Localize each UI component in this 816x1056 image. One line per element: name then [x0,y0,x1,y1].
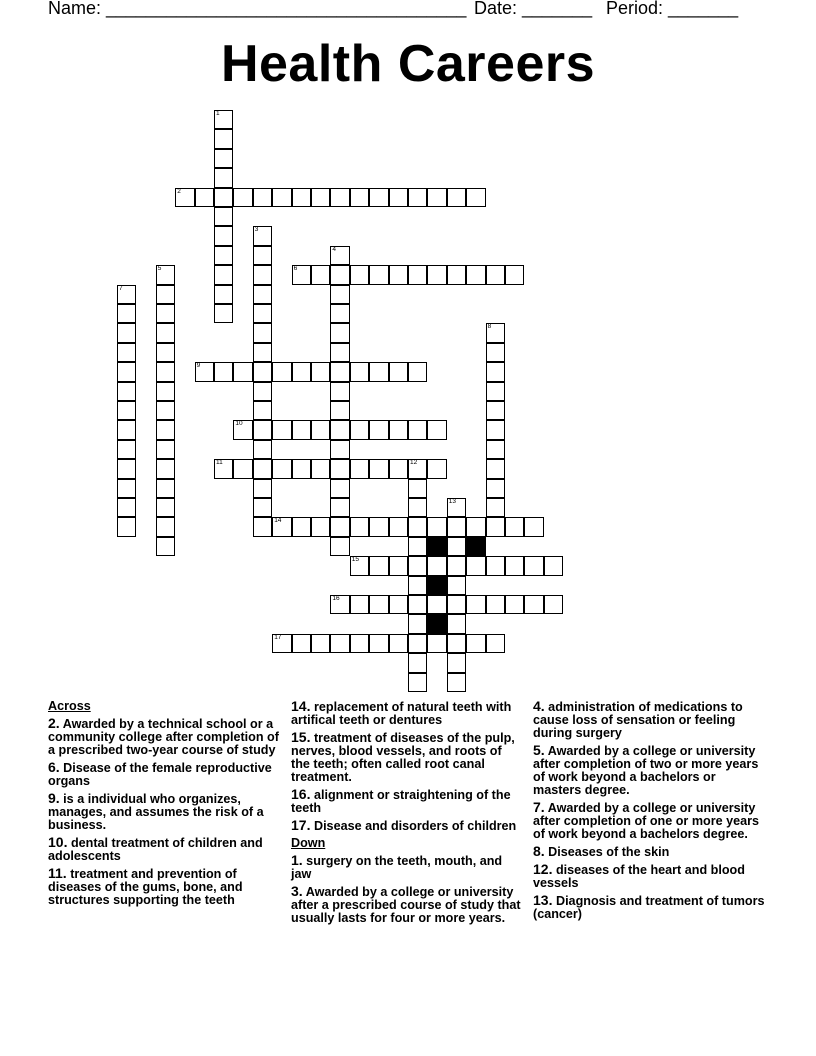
crossword-cell[interactable] [292,362,311,381]
clue-number: 6. [48,759,60,775]
crossword-cell[interactable] [486,265,505,284]
crossword-cell[interactable] [427,517,446,536]
crossword-cell[interactable] [214,188,233,207]
crossword-cell[interactable] [117,498,136,517]
crossword-cell[interactable] [292,420,311,439]
crossword-cell[interactable] [389,556,408,575]
crossword-cell[interactable] [156,382,175,401]
crossword-cell[interactable] [195,362,214,381]
clue-number: 11. [48,865,67,881]
crossword-cell[interactable] [350,420,369,439]
crossword-cell[interactable] [447,498,466,517]
crossword-cell[interactable] [427,634,446,653]
crossword-cell[interactable] [486,323,505,342]
crossword-cell[interactable] [408,188,427,207]
crossword-cell[interactable] [330,343,349,362]
crossword-cell[interactable] [486,595,505,614]
crossword-cell[interactable] [253,323,272,342]
crossword-cell[interactable] [292,517,311,536]
crossword-cell[interactable] [466,265,485,284]
crossword-cell[interactable] [214,246,233,265]
clue-number: 5. [533,742,545,758]
clue-number: 7. [533,799,545,815]
crossword-cell[interactable] [408,479,427,498]
clue-section-heading: Across [48,699,91,713]
crossword-cell[interactable] [253,459,272,478]
crossword-block [427,537,446,556]
crossword-cell[interactable] [330,459,349,478]
crossword-cell[interactable] [427,188,446,207]
clue-item [533,845,765,859]
cell-number: 4 [332,245,337,253]
crossword-cell[interactable] [389,362,408,381]
crossword-cell[interactable] [233,420,252,439]
crossword-cell[interactable] [427,595,446,614]
crossword-cell[interactable] [505,265,524,284]
crossword-cell[interactable] [486,517,505,536]
cell-number: 1 [216,110,220,117]
crossword-cell[interactable] [330,498,349,517]
crossword-cell[interactable] [486,634,505,653]
crossword-cell[interactable] [486,362,505,381]
crossword-cell[interactable] [253,343,272,362]
clue-number: 13. [533,892,553,908]
crossword-cell[interactable] [156,401,175,420]
clue-text: diseases of the heart and blood vessels [533,863,745,890]
crossword-cell[interactable] [233,362,252,381]
cell-number: 16 [332,595,340,602]
crossword-cell[interactable] [330,401,349,420]
cell-number: 17 [274,633,282,641]
clue-item [48,761,284,788]
clue-column-1 [48,700,284,911]
crossword-cell[interactable] [253,265,272,284]
crossword-cell[interactable] [156,479,175,498]
crossword-cell[interactable] [311,420,330,439]
crossword-cell[interactable] [214,207,233,226]
crossword-cell[interactable] [369,420,388,439]
crossword-cell[interactable] [156,498,175,517]
crossword-cell[interactable] [330,634,349,653]
crossword-cell[interactable] [505,517,524,536]
clue-number: 2. [48,715,60,731]
crossword-cell[interactable] [272,634,291,653]
cell-number: 10 [235,420,243,428]
crossword-cell[interactable] [369,517,388,536]
crossword-cell[interactable] [214,304,233,323]
crossword-cell[interactable] [369,634,388,653]
crossword-cell[interactable] [408,673,427,692]
cell-number: 6 [293,265,298,273]
clue-number: 9. [48,790,60,806]
crossword-cell[interactable] [214,459,233,478]
crossword-cell[interactable] [408,614,427,633]
clue-text: Disease and disorders of children [310,819,517,833]
clue-text: surgery on the teeth, mouth, and jaw [291,854,503,881]
crossword-cell[interactable] [253,188,272,207]
clue-text: Awarded by a college or university after completion of two or more years of work beyond a bachelors or masters degree. [533,744,759,797]
crossword-cell[interactable] [408,556,427,575]
crossword-cell[interactable] [311,459,330,478]
cell-number: 9 [196,362,201,370]
crossword-cell[interactable] [330,362,349,381]
cell-number: 8 [487,323,492,331]
cell-number: 3 [254,226,259,234]
crossword-cell[interactable] [292,265,311,284]
crossword-cell[interactable] [117,459,136,478]
clue-item [291,854,523,881]
crossword-cell[interactable] [156,440,175,459]
crossword-cell[interactable] [292,634,311,653]
crossword-cell[interactable] [214,226,233,245]
crossword-block [466,537,485,556]
clue-text: replacement of natural teeth with artifical teeth or dentures [291,700,512,727]
crossword-cell[interactable] [214,110,233,129]
crossword-cell[interactable] [389,634,408,653]
crossword-cell[interactable] [350,556,369,575]
crossword-cell[interactable] [330,265,349,284]
crossword-cell[interactable] [408,517,427,536]
cell-number: 12 [410,459,418,467]
crossword-cell[interactable] [330,285,349,304]
crossword-cell[interactable] [350,362,369,381]
crossword-cell[interactable] [195,188,214,207]
crossword-cell[interactable] [486,556,505,575]
crossword-cell[interactable] [330,323,349,342]
crossword-cell[interactable] [330,382,349,401]
crossword-cell[interactable] [369,265,388,284]
crossword-cell[interactable] [272,420,291,439]
crossword-cell[interactable] [466,188,485,207]
crossword-cell[interactable] [253,479,272,498]
crossword-cell[interactable] [408,265,427,284]
crossword-cell[interactable] [117,401,136,420]
crossword-cell[interactable] [292,188,311,207]
crossword-cell[interactable] [369,188,388,207]
clue-item [533,700,765,740]
crossword-cell[interactable] [117,382,136,401]
clue-text: treatment of diseases of the pulp, nerves, blood vessels, and roots of the teeth; often called root canal treatment. [291,731,515,784]
crossword-cell[interactable] [253,440,272,459]
crossword-cell[interactable] [117,323,136,342]
crossword-cell[interactable] [330,304,349,323]
crossword-cell[interactable] [156,362,175,381]
crossword-cell[interactable] [486,479,505,498]
clue-item [291,885,523,925]
crossword-cell[interactable] [447,673,466,692]
clue-column-3 [533,700,765,925]
clue-text: is a individual who organizes, manages, and assumes the risk of a business. [48,792,264,832]
crossword-cell[interactable] [117,362,136,381]
page-title: Health Careers [220,35,596,93]
crossword-cell[interactable] [233,459,252,478]
crossword-cell[interactable] [311,634,330,653]
crossword-cell[interactable] [117,343,136,362]
date-field[interactable]: Date: _______ [474,0,593,18]
crossword-cell[interactable] [524,595,543,614]
crossword-cell[interactable] [311,517,330,536]
crossword-cell[interactable] [156,420,175,439]
crossword-cell[interactable] [544,556,563,575]
crossword-cell[interactable] [466,517,485,536]
clue-section-heading: Down [291,836,326,850]
crossword-cell[interactable] [447,556,466,575]
crossword-cell[interactable] [447,614,466,633]
crossword-cell[interactable] [214,265,233,284]
crossword-cell[interactable] [350,188,369,207]
cell-number: 7 [119,284,123,292]
cell-number: 13 [448,498,457,505]
crossword-cell[interactable] [253,226,272,245]
crossword-cell[interactable] [408,459,427,478]
crossword-cell[interactable] [447,576,466,595]
crossword-cell[interactable] [486,459,505,478]
crossword-cell[interactable] [447,653,466,672]
crossword-cell[interactable] [253,382,272,401]
crossword-cell[interactable] [447,595,466,614]
crossword-cell[interactable] [156,517,175,536]
crossword-cell[interactable] [505,556,524,575]
crossword-cell[interactable] [175,188,194,207]
clue-number: 17. [291,817,311,833]
cell-number: 15 [351,556,360,564]
crossword-cell[interactable] [408,576,427,595]
clue-item [291,731,523,784]
clue-text: administration of medications to cause loss of sensation or feeling during surgery [533,700,743,740]
clue-text: Awarded by a technical school or a community college after completion of a prescribed two-year course of study [48,717,279,757]
crossword-cell[interactable] [447,537,466,556]
name-field[interactable]: Name: ____________________________________ [48,0,467,18]
crossword-cell[interactable] [486,440,505,459]
crossword-cell[interactable] [214,168,233,187]
crossword-cell[interactable] [214,285,233,304]
crossword-cell[interactable] [427,265,446,284]
crossword-cell[interactable] [253,498,272,517]
crossword-cell[interactable] [253,517,272,536]
clue-text: Awarded by a college or university after completion of one or more years of work beyond a bachelors degree. [533,801,760,841]
crossword-cell[interactable] [311,362,330,381]
crossword-cell[interactable] [330,595,349,614]
crossword-cell[interactable] [369,459,388,478]
crossword-cell[interactable] [292,459,311,478]
clue-text: Awarded by a college or university after a prescribed course of study that usually lasts for four or more years. [291,885,521,925]
crossword-cell[interactable] [156,343,175,362]
crossword-cell[interactable] [466,634,485,653]
crossword-cell[interactable] [505,595,524,614]
clue-text: Diseases of the skin [544,845,670,859]
crossword-cell[interactable] [117,440,136,459]
clue-text: alignment or straightening of the teeth [291,788,511,815]
crossword-cell[interactable] [311,188,330,207]
crossword-cell[interactable] [156,537,175,556]
clue-item [48,792,284,832]
crossword-cell[interactable] [253,420,272,439]
crossword-cell[interactable] [389,517,408,536]
crossword-cell[interactable] [330,188,349,207]
crossword-cell[interactable] [117,285,136,304]
crossword-cell[interactable] [466,595,485,614]
clue-text: treatment and prevention of diseases of the gums, bone, and structures supporting the teeth [48,867,243,907]
crossword-cell[interactable] [330,517,349,536]
clue-text: Diagnosis and treatment of tumors (cancer) [533,894,765,921]
crossword-cell[interactable] [427,459,446,478]
crossword-cell[interactable] [253,246,272,265]
crossword-cell[interactable] [272,459,291,478]
crossword-cell[interactable] [253,362,272,381]
crossword-cell[interactable] [350,595,369,614]
clue-item [533,894,765,921]
clue-text: Disease of the female reproductive organs [48,761,272,788]
crossword-cell[interactable] [117,420,136,439]
clue-column-2 [291,700,523,929]
crossword-cell[interactable] [486,420,505,439]
crossword-cell[interactable] [272,188,291,207]
crossword-cell[interactable] [544,595,563,614]
crossword-cell[interactable] [330,479,349,498]
crossword-cell[interactable] [214,129,233,148]
clue-item [48,717,284,757]
crossword-cell[interactable] [447,265,466,284]
clue-item [48,867,284,907]
crossword-cell[interactable] [214,149,233,168]
crossword-cell[interactable] [117,479,136,498]
crossword-cell[interactable] [447,634,466,653]
crossword-cell[interactable] [311,265,330,284]
crossword-cell[interactable] [156,304,175,323]
cell-number: 11 [216,459,223,467]
crossword-cell[interactable] [389,420,408,439]
crossword-cell[interactable] [156,285,175,304]
crossword-cell[interactable] [330,440,349,459]
crossword-block [427,576,446,595]
crossword-cell[interactable] [272,362,291,381]
clue-number: 12. [533,861,553,877]
crossword-cell[interactable] [350,634,369,653]
clue-item [533,744,765,797]
crossword-cell[interactable] [408,420,427,439]
crossword-cell[interactable] [466,556,485,575]
crossword-cell[interactable] [350,459,369,478]
crossword-cell[interactable] [389,459,408,478]
clue-item [533,801,765,841]
crossword-cell[interactable] [330,246,349,265]
clue-number: 1. [291,852,303,868]
crossword-cell[interactable] [156,323,175,342]
crossword-cell[interactable] [330,537,349,556]
clue-item [291,819,523,833]
crossword-cell[interactable] [389,595,408,614]
crossword-cell[interactable] [117,304,136,323]
cell-number: 14 [274,517,282,525]
crossword-cell[interactable] [408,362,427,381]
crossword-cell[interactable] [156,265,175,284]
cell-number: 5 [157,265,162,273]
crossword-cell[interactable] [389,188,408,207]
crossword-cell[interactable] [389,265,408,284]
crossword-cell[interactable] [408,634,427,653]
crossword-cell[interactable] [214,362,233,381]
crossword-cell[interactable] [369,595,388,614]
crossword-cell[interactable] [486,401,505,420]
clue-number: 10. [48,834,68,850]
crossword-cell[interactable] [486,498,505,517]
crossword-cell[interactable] [524,556,543,575]
clue-text: dental treatment of children and adolescents [48,836,263,863]
crossword-cell[interactable] [427,420,446,439]
clue-item [291,700,523,727]
clue-number: 15. [291,729,311,745]
crossword-cell[interactable] [350,517,369,536]
crossword-cell[interactable] [408,498,427,517]
crossword-cell[interactable] [156,459,175,478]
crossword-cell[interactable] [408,595,427,614]
crossword-cell[interactable] [408,537,427,556]
crossword-cell[interactable] [447,188,466,207]
crossword-cell[interactable] [427,556,446,575]
crossword-cell[interactable] [117,517,136,536]
crossword-cell[interactable] [233,188,252,207]
crossword-cell[interactable] [486,382,505,401]
crossword-cell[interactable] [486,343,505,362]
crossword-cell[interactable] [272,517,291,536]
crossword-cell[interactable] [253,285,272,304]
clue-item [533,863,765,890]
crossword-cell[interactable] [350,265,369,284]
cell-number: 2 [177,187,181,195]
crossword-cell[interactable] [330,420,349,439]
crossword-block [427,614,446,633]
clue-number: 14. [291,698,311,714]
crossword-cell[interactable] [447,517,466,536]
crossword-cell[interactable] [253,401,272,420]
clue-item [291,788,523,815]
clue-number: 3. [291,883,303,899]
period-field[interactable]: Period: _______ [606,0,739,18]
crossword-cell[interactable] [408,653,427,672]
clue-item [48,836,284,863]
crossword-cell[interactable] [369,556,388,575]
crossword-cell[interactable] [524,517,543,536]
crossword-cell[interactable] [369,362,388,381]
clue-number: 16. [291,786,311,802]
clue-number: 8. [533,843,545,859]
crossword-cell[interactable] [253,304,272,323]
clue-number: 4. [533,698,545,714]
